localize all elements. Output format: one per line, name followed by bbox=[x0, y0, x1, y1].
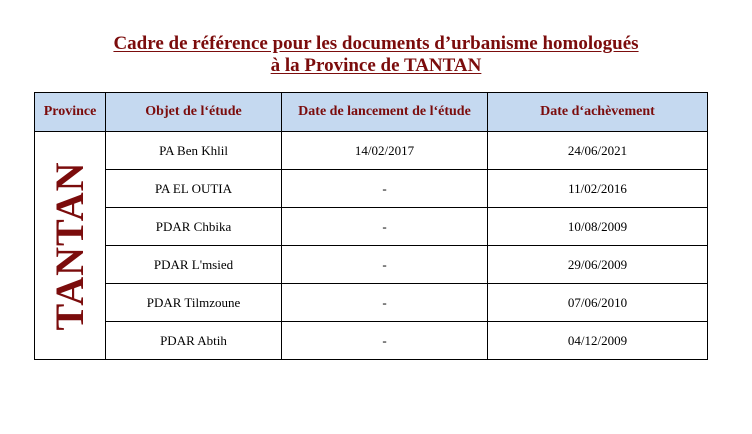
cell-objet: PDAR Abtih bbox=[106, 322, 282, 360]
cell-lancement: - bbox=[282, 322, 488, 360]
cell-lancement: - bbox=[282, 208, 488, 246]
table-row bbox=[35, 132, 708, 170]
header-objet: Objet de l‘étude bbox=[106, 93, 282, 132]
cell-objet: PA Ben Khlil bbox=[106, 132, 282, 170]
cell-lancement: - bbox=[282, 246, 488, 284]
page-title-line-2: à la Province de TANTAN bbox=[270, 55, 482, 76]
cell-objet: PA EL OUTIA bbox=[106, 170, 282, 208]
table-row bbox=[35, 284, 708, 322]
cell-achevement: 10/08/2009 bbox=[488, 208, 708, 246]
cell-achevement: 29/06/2009 bbox=[488, 246, 708, 284]
province-cell bbox=[35, 132, 106, 360]
page-title-line-1: Cadre de référence pour les documents d’urbanisme homologués bbox=[113, 33, 639, 54]
header-date-lancement: Date de lancement de l‘étude bbox=[282, 93, 488, 132]
header-province: Province bbox=[35, 93, 106, 132]
province-name: TANTAN bbox=[47, 161, 92, 330]
table-row bbox=[35, 170, 708, 208]
cell-achevement: 11/02/2016 bbox=[488, 170, 708, 208]
header-date-achevement: Date d‘achèvement bbox=[488, 93, 708, 132]
cell-lancement: 14/02/2017 bbox=[282, 132, 488, 170]
table-row bbox=[35, 246, 708, 284]
cell-lancement: - bbox=[282, 170, 488, 208]
cell-achevement: 07/06/2010 bbox=[488, 284, 708, 322]
reference-table bbox=[34, 92, 708, 360]
cell-achevement: 24/06/2021 bbox=[488, 132, 708, 170]
table-row bbox=[35, 322, 708, 360]
table-row bbox=[35, 208, 708, 246]
cell-objet: PDAR Tilmzoune bbox=[106, 284, 282, 322]
cell-objet: PDAR Chbika bbox=[106, 208, 282, 246]
cell-lancement: - bbox=[282, 284, 488, 322]
cell-objet: PDAR L'msied bbox=[106, 246, 282, 284]
cell-achevement: 04/12/2009 bbox=[488, 322, 708, 360]
table-header-row bbox=[35, 93, 708, 132]
